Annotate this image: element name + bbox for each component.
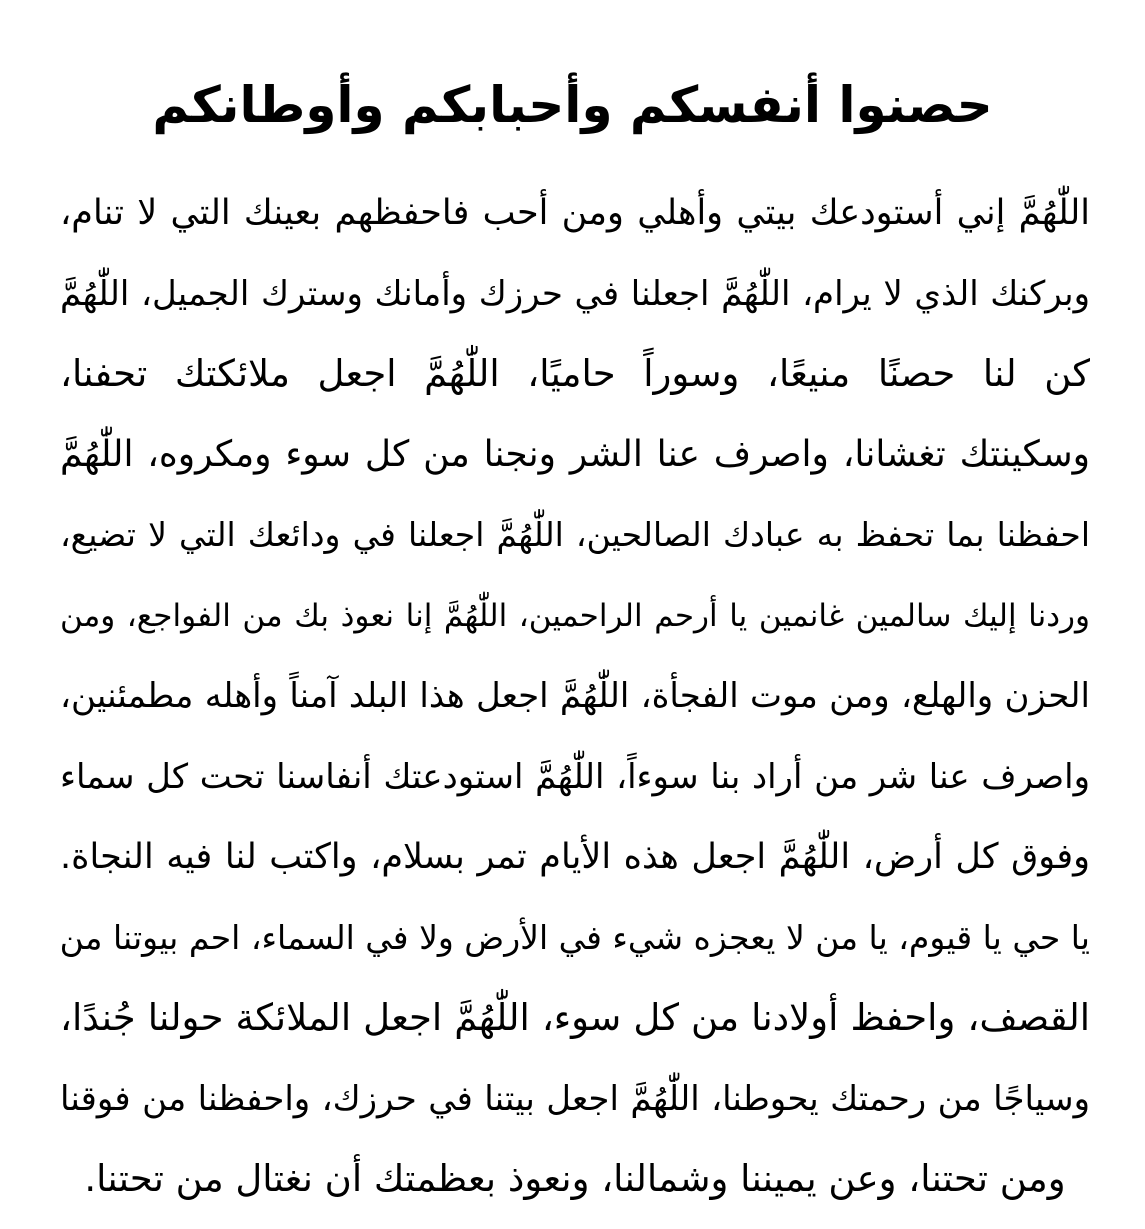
text-line: القصف، واحفظ أولادنا من كل سوء، اللّٰهُمَّ اجعل الملائكة حولنا جُندًا،	[60, 996, 1090, 1039]
text-line: واصرف عنا شر من أراد بنا سوءاً، اللّٰهُمَّ استودعتك أنفاسنا تحت كل سماء	[60, 756, 1090, 797]
text-line: وسكينتك تغشانا، واصرف عنا الشر ونجنا من كل سوء ومكروه، اللّٰهُمَّ	[60, 433, 1090, 475]
text-line: الحزن والهلع، ومن موت الفجأة، اللّٰهُمَّ اجعل هذا البلد آمناً وأهله مطمئنين،	[60, 676, 1090, 716]
text-line: وفوق كل أرض، اللّٰهُمَّ اجعل هذه الأيام تمر بسلام، واكتب لنا فيه النجاة.	[60, 837, 1090, 877]
text-line: احفظنا بما تحفظ به عبادك الصالحين، اللّٰهُمَّ اجعلنا في ودائعك التي لا تضيع،	[60, 515, 1090, 554]
prayer-text	[60, 182, 1090, 1229]
document-title: حصنوا أنفسكم وأحبابكم وأوطانكم	[152, 76, 993, 134]
text-line: وسياجًا من رحمتك يحوطنا، اللّٰهُمَّ اجعل بيتنا في حرزك، واحفظنا من فوقنا	[60, 1078, 1090, 1119]
text-line: وردنا إليك سالمين غانمين يا أرحم الراحمين، اللّٰهُمَّ إنا نعوذ بك من الفواجع، ومن	[60, 597, 1090, 634]
text-line: كن لنا حصنًا منيعًا، وسوراً حاميًا، اللّٰهُمَّ اجعل ملائكتك تحفنا،	[60, 352, 1090, 395]
text-line: يا حي يا قيوم، يا من لا يعجزه شيء في الأرض ولا في السماء، احم بيوتنا من	[60, 917, 1090, 957]
text-line: وبركنك الذي لا يرام، اللّٰهُمَّ اجعلنا في حرزك وأمانك وسترك الجميل، اللّٰهُمَّ	[60, 273, 1090, 314]
text-line: ومن تحتنا، وعن يميننا وشمالنا، ونعوذ بعظمتك أن نغتال من تحتنا.	[84, 1157, 1066, 1200]
text-line: اللّٰهُمَّ إني أستودعك بيتي وأهلي ومن أحب فاحفظهم بعينك التي لا تنام،	[60, 193, 1090, 233]
